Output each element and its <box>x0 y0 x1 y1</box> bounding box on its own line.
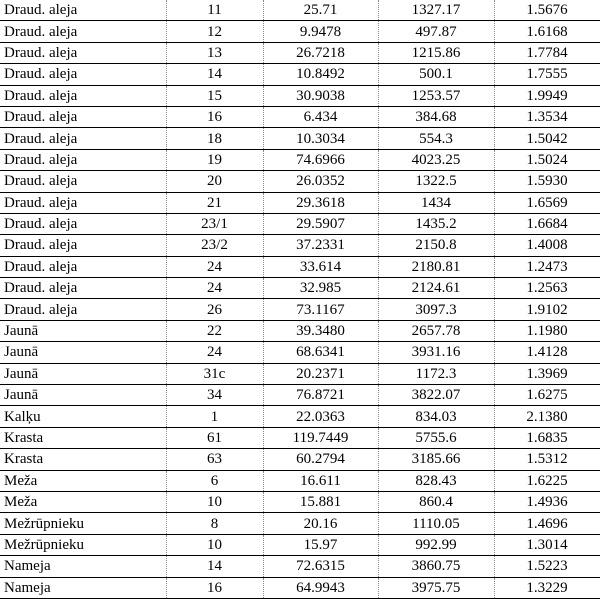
cell-value-a[interactable]: 15.881 <box>263 491 378 512</box>
cell-value-b[interactable]: 828.43 <box>378 470 494 491</box>
cell-value-b[interactable]: 3097.3 <box>378 299 494 320</box>
table-row <box>0 320 600 341</box>
cell-value-b[interactable]: 497.87 <box>378 21 494 42</box>
cell-value-b[interactable]: 2124.61 <box>378 278 494 299</box>
cell-street[interactable]: Nameja <box>0 577 166 598</box>
cell-number[interactable]: 1 <box>166 406 263 427</box>
cell-street[interactable]: Jaunā <box>0 363 166 384</box>
cell-value-b[interactable]: 5755.6 <box>378 427 494 448</box>
table-row <box>0 577 600 598</box>
cell-value-a[interactable]: 10.3034 <box>263 128 378 149</box>
cell-street[interactable]: Draud. aleja <box>0 85 166 106</box>
cell-value-a[interactable]: 16.611 <box>263 470 378 491</box>
cell-number[interactable]: 6 <box>166 470 263 491</box>
cell-value-a[interactable]: 6.434 <box>263 106 378 127</box>
cell-value-c[interactable]: 1.5930 <box>494 171 600 192</box>
table-row <box>0 171 600 192</box>
cell-value-c[interactable]: 1.4936 <box>494 491 600 512</box>
cell-value-b[interactable]: 1253.57 <box>378 85 494 106</box>
table-row <box>0 385 600 406</box>
cell-number[interactable]: 15 <box>166 85 263 106</box>
cell-value-c[interactable]: 1.7784 <box>494 42 600 63</box>
cell-value-a[interactable]: 60.2794 <box>263 449 378 470</box>
cell-street[interactable]: Kalķu <box>0 406 166 427</box>
cell-value-c[interactable]: 1.2563 <box>494 278 600 299</box>
cell-value-c[interactable]: 1.6569 <box>494 192 600 213</box>
cell-street[interactable]: Draud. aleja <box>0 299 166 320</box>
table-row <box>0 192 600 213</box>
cell-value-a[interactable]: 29.5907 <box>263 213 378 234</box>
cell-value-b[interactable]: 1110.05 <box>378 513 494 534</box>
table-row <box>0 149 600 170</box>
cell-number[interactable]: 14 <box>166 556 263 577</box>
cell-number[interactable]: 19 <box>166 149 263 170</box>
cell-value-a[interactable]: 26.7218 <box>263 42 378 63</box>
cell-value-c[interactable]: 1.9949 <box>494 85 600 106</box>
table-row <box>0 42 600 63</box>
cell-value-c[interactable]: 1.5024 <box>494 149 600 170</box>
table-row <box>0 427 600 448</box>
cell-value-b[interactable]: 1435.2 <box>378 213 494 234</box>
cell-number[interactable]: 31c <box>166 363 263 384</box>
cell-value-a[interactable]: 9.9478 <box>263 21 378 42</box>
cell-number[interactable]: 18 <box>166 128 263 149</box>
cell-value-c[interactable]: 1.5676 <box>494 0 600 21</box>
cell-street[interactable]: Draud. aleja <box>0 149 166 170</box>
cell-number[interactable]: 14 <box>166 64 263 85</box>
cell-street[interactable]: Draud. aleja <box>0 21 166 42</box>
cell-value-c[interactable]: 1.5223 <box>494 556 600 577</box>
cell-value-b[interactable]: 1215.86 <box>378 42 494 63</box>
cell-value-c[interactable]: 1.6835 <box>494 427 600 448</box>
cell-street[interactable]: Draud. aleja <box>0 192 166 213</box>
cell-number[interactable]: 12 <box>166 21 263 42</box>
cell-street[interactable]: Draud. aleja <box>0 0 166 21</box>
cell-number[interactable]: 8 <box>166 513 263 534</box>
cell-street[interactable]: Draud. aleja <box>0 42 166 63</box>
table-row <box>0 278 600 299</box>
cell-number[interactable]: 63 <box>166 449 263 470</box>
cell-number[interactable]: 24 <box>166 278 263 299</box>
cell-number[interactable]: 23/2 <box>166 235 263 256</box>
table-row <box>0 128 600 149</box>
cell-value-b[interactable]: 2150.8 <box>378 235 494 256</box>
cell-number[interactable]: 24 <box>166 342 263 363</box>
cell-number[interactable]: 24 <box>166 256 263 277</box>
cell-street[interactable]: Mežrūpnieku <box>0 513 166 534</box>
cell-value-b[interactable]: 860.4 <box>378 491 494 512</box>
cell-number[interactable]: 16 <box>166 106 263 127</box>
cell-value-b[interactable]: 384.68 <box>378 106 494 127</box>
cell-value-a[interactable]: 119.7449 <box>263 427 378 448</box>
cell-value-a[interactable]: 15.97 <box>263 534 378 555</box>
cell-number[interactable]: 26 <box>166 299 263 320</box>
cell-number[interactable]: 20 <box>166 171 263 192</box>
cell-value-b[interactable]: 3931.16 <box>378 342 494 363</box>
cell-number[interactable]: 34 <box>166 385 263 406</box>
cell-value-c[interactable]: 2.1380 <box>494 406 600 427</box>
cell-street[interactable]: Mežrūpnieku <box>0 534 166 555</box>
cell-value-b[interactable]: 3860.75 <box>378 556 494 577</box>
table-row <box>0 534 600 555</box>
cell-value-c[interactable]: 1.4008 <box>494 235 600 256</box>
cell-value-b[interactable]: 3185.66 <box>378 449 494 470</box>
cell-street[interactable]: Draud. aleja <box>0 106 166 127</box>
cell-street[interactable]: Meža <box>0 470 166 491</box>
table-row <box>0 556 600 577</box>
cell-value-b[interactable]: 4023.25 <box>378 149 494 170</box>
cell-street[interactable]: Nameja <box>0 556 166 577</box>
table-row <box>0 0 600 21</box>
cell-value-c[interactable]: 1.6225 <box>494 470 600 491</box>
cell-value-a[interactable]: 64.9943 <box>263 577 378 598</box>
cell-value-b[interactable]: 1434 <box>378 192 494 213</box>
cell-value-a[interactable]: 26.0352 <box>263 171 378 192</box>
cell-value-c[interactable]: 1.9102 <box>494 299 600 320</box>
cell-value-c[interactable]: 1.3969 <box>494 363 600 384</box>
cell-value-a[interactable]: 33.614 <box>263 256 378 277</box>
cell-number[interactable]: 10 <box>166 491 263 512</box>
cell-value-b[interactable]: 992.99 <box>378 534 494 555</box>
cell-value-a[interactable]: 74.6966 <box>263 149 378 170</box>
cell-number[interactable]: 16 <box>166 577 263 598</box>
cell-value-c[interactable]: 1.7555 <box>494 64 600 85</box>
cell-value-c[interactable]: 1.3014 <box>494 534 600 555</box>
cell-value-a[interactable]: 20.16 <box>263 513 378 534</box>
cell-value-c[interactable]: 1.5042 <box>494 128 600 149</box>
cell-number[interactable]: 61 <box>166 427 263 448</box>
cell-value-a[interactable]: 29.3618 <box>263 192 378 213</box>
cell-number[interactable]: 13 <box>166 42 263 63</box>
table-row <box>0 235 600 256</box>
cell-value-a[interactable]: 76.8721 <box>263 385 378 406</box>
cell-value-a[interactable]: 68.6341 <box>263 342 378 363</box>
cell-number[interactable]: 10 <box>166 534 263 555</box>
cell-street[interactable]: Meža <box>0 491 166 512</box>
cell-value-c[interactable]: 1.1980 <box>494 320 600 341</box>
cell-value-a[interactable]: 72.6315 <box>263 556 378 577</box>
cell-street[interactable]: Draud. aleja <box>0 64 166 85</box>
cell-value-a[interactable]: 73.1167 <box>263 299 378 320</box>
cell-street[interactable]: Jaunā <box>0 320 166 341</box>
table-row <box>0 21 600 42</box>
cell-value-c[interactable]: 1.4696 <box>494 513 600 534</box>
cell-value-c[interactable]: 1.3229 <box>494 577 600 598</box>
cell-street[interactable]: Draud. aleja <box>0 213 166 234</box>
table-row <box>0 449 600 470</box>
cell-value-a[interactable]: 30.9038 <box>263 85 378 106</box>
cell-number[interactable]: 22 <box>166 320 263 341</box>
cell-value-a[interactable]: 25.71 <box>263 0 378 21</box>
cell-value-b[interactable]: 1172.3 <box>378 363 494 384</box>
cell-street[interactable]: Jaunā <box>0 385 166 406</box>
cell-value-b[interactable]: 2180.81 <box>378 256 494 277</box>
cell-value-a[interactable]: 32.985 <box>263 278 378 299</box>
cell-number[interactable]: 23/1 <box>166 213 263 234</box>
cell-street[interactable]: Draud. aleja <box>0 256 166 277</box>
cell-street[interactable]: Draud. aleja <box>0 235 166 256</box>
cell-number[interactable]: 11 <box>166 0 263 21</box>
cell-street[interactable]: Draud. aleja <box>0 171 166 192</box>
cell-street[interactable]: Draud. aleja <box>0 128 166 149</box>
cell-value-b[interactable]: 2657.78 <box>378 320 494 341</box>
table-row <box>0 363 600 384</box>
cell-value-b[interactable]: 3822.07 <box>378 385 494 406</box>
cell-value-c[interactable]: 1.2473 <box>494 256 600 277</box>
cell-number[interactable]: 21 <box>166 192 263 213</box>
table-row <box>0 406 600 427</box>
cell-value-c[interactable]: 1.6168 <box>494 21 600 42</box>
cell-value-c[interactable]: 1.5312 <box>494 449 600 470</box>
cell-street[interactable]: Krasta <box>0 427 166 448</box>
cell-value-a[interactable]: 20.2371 <box>263 363 378 384</box>
cell-value-a[interactable]: 39.3480 <box>263 320 378 341</box>
cell-value-b[interactable]: 500.1 <box>378 64 494 85</box>
cell-value-c[interactable]: 1.6275 <box>494 385 600 406</box>
cell-value-a[interactable]: 10.8492 <box>263 64 378 85</box>
table-row <box>0 64 600 85</box>
table-row <box>0 256 600 277</box>
table-row <box>0 106 600 127</box>
table-row <box>0 85 600 106</box>
cell-value-c[interactable]: 1.4128 <box>494 342 600 363</box>
cell-value-c[interactable]: 1.6684 <box>494 213 600 234</box>
cell-value-a[interactable]: 22.0363 <box>263 406 378 427</box>
table-row <box>0 513 600 534</box>
cell-street[interactable]: Draud. aleja <box>0 278 166 299</box>
table-row <box>0 213 600 234</box>
cell-value-b[interactable]: 554.3 <box>378 128 494 149</box>
cell-value-c[interactable]: 1.3534 <box>494 106 600 127</box>
cell-street[interactable]: Krasta <box>0 449 166 470</box>
cell-value-b[interactable]: 3975.75 <box>378 577 494 598</box>
table-row <box>0 491 600 512</box>
cell-value-b[interactable]: 1327.17 <box>378 0 494 21</box>
table-row <box>0 299 600 320</box>
table-row <box>0 470 600 491</box>
cell-value-a[interactable]: 37.2331 <box>263 235 378 256</box>
table-row <box>0 342 600 363</box>
cell-street[interactable]: Jaunā <box>0 342 166 363</box>
cell-value-b[interactable]: 1322.5 <box>378 171 494 192</box>
cell-value-b[interactable]: 834.03 <box>378 406 494 427</box>
